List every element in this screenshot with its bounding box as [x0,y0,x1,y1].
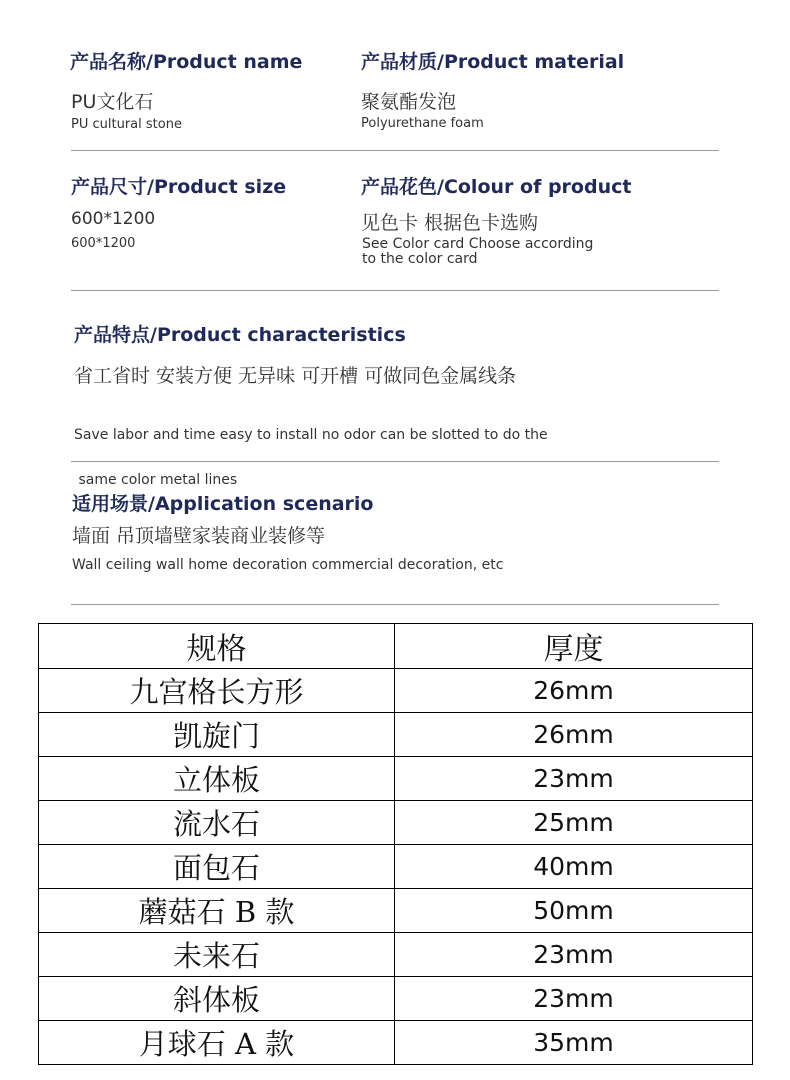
product-material-en: Polyurethane foam [361,116,484,131]
spec-cell: 立体板 [39,757,395,801]
spec-cell: 未来石 [39,933,395,977]
product-name-zh: PU文化石 [71,91,154,113]
table-row [39,757,753,801]
table-row [39,1021,753,1065]
spec-cell: 斜体板 [39,977,395,1021]
spec-cell: 月球石 A 款 [39,1021,395,1065]
divider [71,290,719,291]
table-row [39,845,753,889]
thickness-cell: 26mm [395,713,753,757]
thickness-cell: 23mm [395,933,753,977]
application-zh: 墙面 吊顶墙壁家装商业装修等 [72,525,326,547]
spec-cell: 流水石 [39,801,395,845]
thickness-cell: 40mm [395,845,753,889]
table-row [39,933,753,977]
table-row [39,977,753,1021]
product-size-zh: 600*1200 [71,209,156,229]
table-row [39,889,753,933]
table-row [39,713,753,757]
header-spec: 规格 [39,624,395,669]
spec-cell: 九宫格长方形 [39,669,395,713]
characteristics-en-line1: Save labor and time easy to install no odor can be slotted to do the [74,427,548,443]
divider [71,461,719,462]
thickness-cell: 23mm [395,757,753,801]
product-material-heading: 产品材质/Product material [361,51,625,73]
characteristics-zh: 省工省时 安装方便 无异味 可开槽 可做同色金属线条 [74,365,517,387]
thickness-cell: 26mm [395,669,753,713]
characteristics-heading: 产品特点/Product characteristics [74,324,406,346]
product-name-heading: 产品名称/Product name [70,51,303,73]
spec-cell: 面包石 [39,845,395,889]
thickness-cell: 23mm [395,977,753,1021]
colour-en-line2: to the color card [362,251,478,267]
spec-cell: 蘑菇石 B 款 [39,889,395,933]
colour-en [362,237,593,267]
header-thickness: 厚度 [395,624,753,669]
product-size-heading: 产品尺寸/Product size [71,176,287,198]
table-row [39,669,753,713]
thickness-cell: 25mm [395,801,753,845]
thickness-cell: 35mm [395,1021,753,1065]
product-size-en: 600*1200 [71,236,136,251]
colour-heading: 产品花色/Colour of product [361,176,632,198]
colour-zh: 见色卡 根据色卡选购 [361,212,539,234]
table-header-row [39,624,753,669]
divider [71,150,719,151]
characteristics-en-line2: same color metal lines [74,472,238,488]
application-en: Wall ceiling wall home decoration commercial decoration, etc [72,557,504,573]
thickness-cell: 50mm [395,889,753,933]
product-name-en: PU cultural stone [71,117,182,132]
spec-table [38,623,753,1065]
table-row [39,801,753,845]
colour-en-line1: See Color card Choose according [362,236,594,252]
characteristics-en [74,398,548,503]
application-heading: 适用场景/Application scenario [72,493,374,515]
spec-cell: 凯旋门 [39,713,395,757]
divider [71,604,719,605]
product-material-zh: 聚氨酯发泡 [361,91,457,113]
